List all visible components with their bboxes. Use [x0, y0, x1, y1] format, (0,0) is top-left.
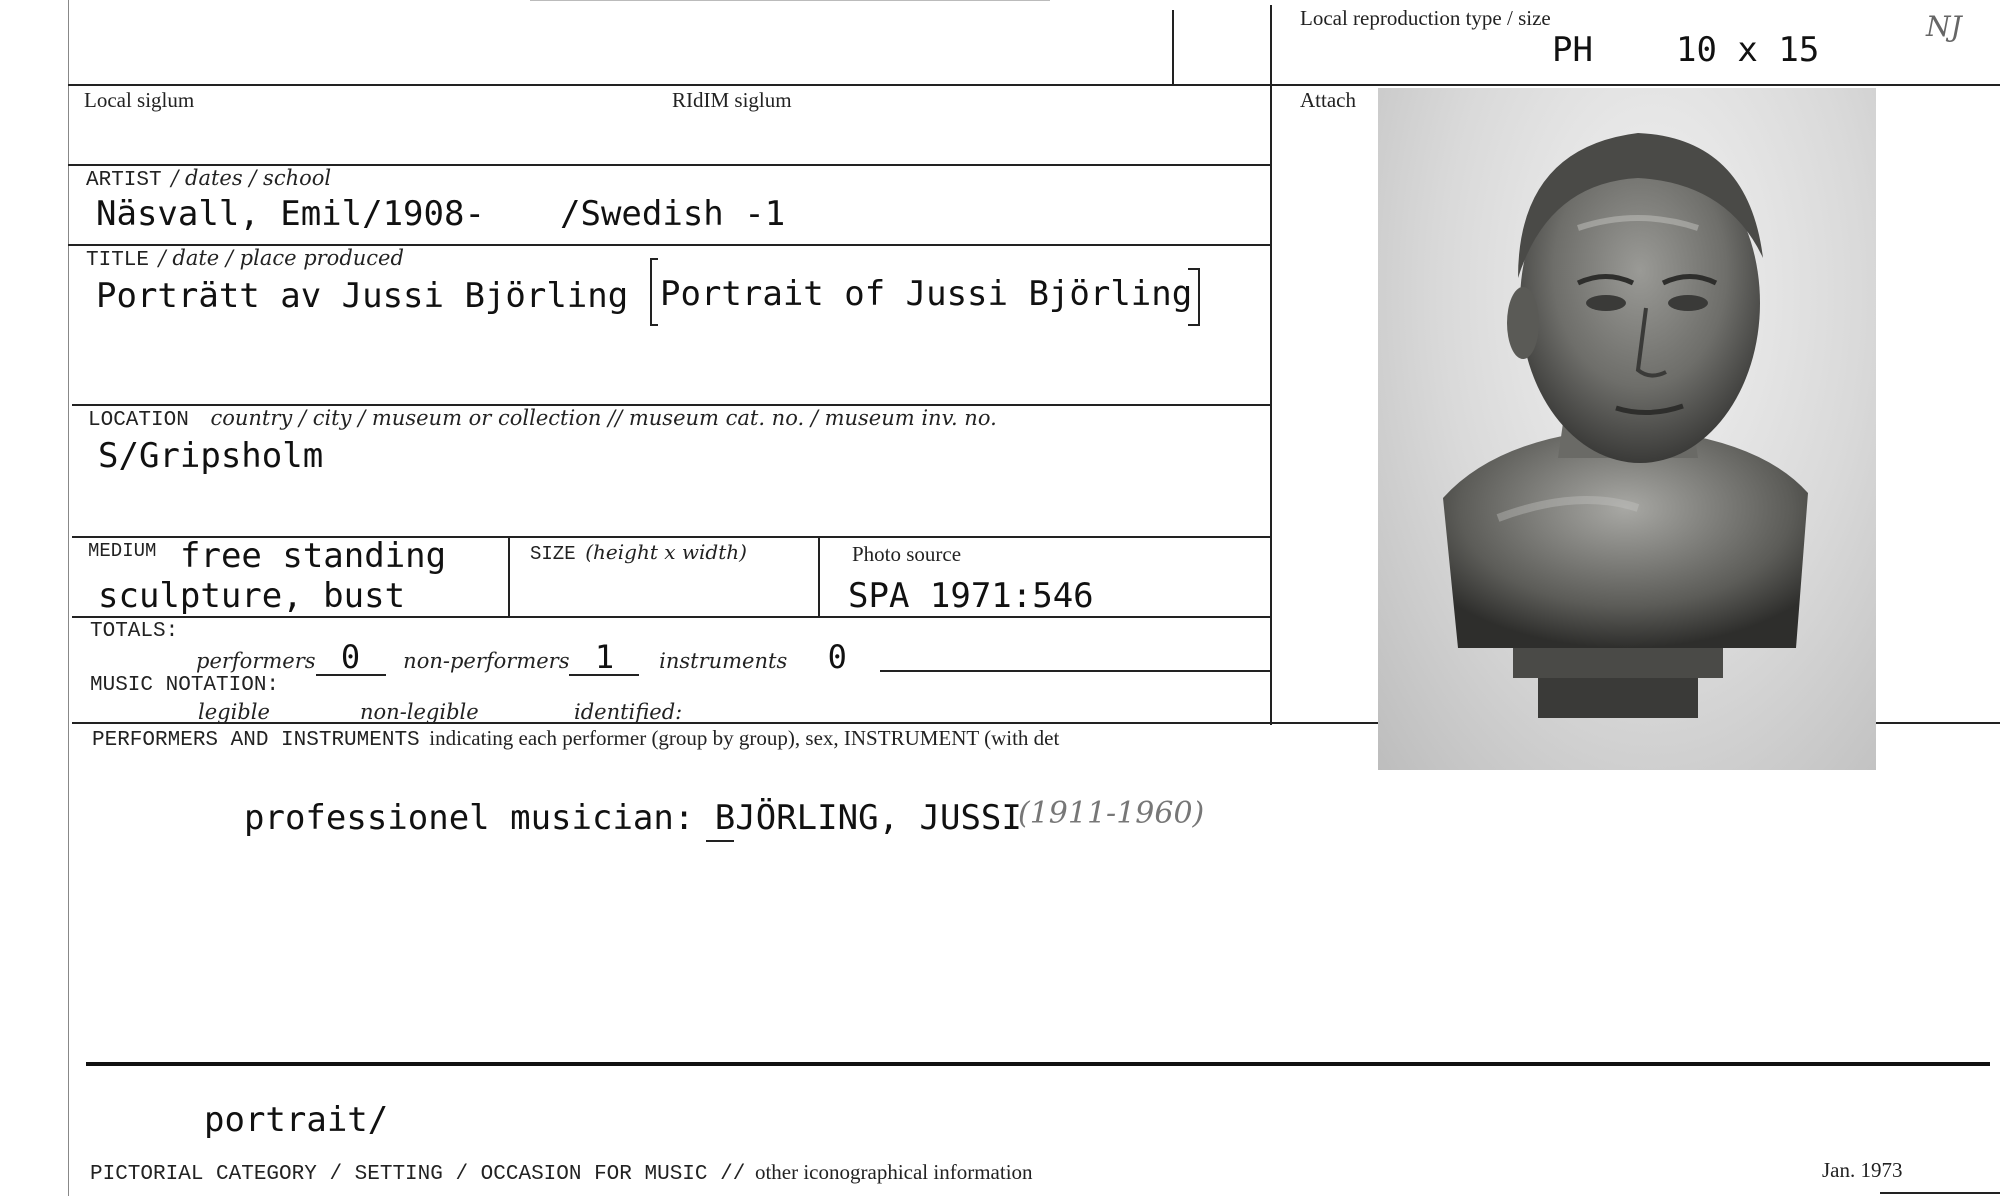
- instruments-label: instruments: [659, 649, 788, 673]
- location-label-main: LOCATION: [88, 409, 189, 432]
- performers-instruments-label: [92, 726, 1059, 752]
- performer-handwritten-dates: (1911-1960): [1018, 796, 1205, 831]
- pictorial-label-rest: other iconographical information: [754, 1160, 1033, 1184]
- divider-top-small: [1172, 10, 1174, 85]
- notation-non-legible: non-legible: [360, 700, 479, 724]
- repro-label: Local reproduction type / size: [1300, 6, 1551, 30]
- title-translation-bracket-right: [1188, 268, 1200, 326]
- medium-value-line2: sculpture, bust: [98, 576, 406, 616]
- attached-photo: [1378, 88, 1876, 770]
- artist-school: /Swedish -1: [560, 194, 786, 234]
- photo-source-label: Photo source: [852, 542, 962, 566]
- instruments-count: 0: [827, 638, 847, 676]
- top-rule: [530, 0, 1050, 1]
- non-performers-count: 1: [569, 640, 639, 676]
- ridim-siglum-label: RIdIM siglum: [672, 88, 792, 112]
- title-label: [86, 246, 404, 272]
- local-siglum-label: Local siglum: [84, 88, 195, 112]
- size-label-main: SIZE: [530, 543, 576, 565]
- location-label-italic: country / city / museum or collection // museum cat. no. / museum inv. no.: [210, 406, 997, 430]
- card-left-border: [68, 0, 69, 1196]
- rule-heavy-bottom: [86, 1062, 1990, 1066]
- artist-name-dates: Näsvall, Emil/1908-: [96, 194, 485, 234]
- title-label-italic: / date / place produced: [158, 246, 404, 270]
- performers-label: performers: [196, 649, 316, 673]
- pictorial-label-main: PICTORIAL CATEGORY / SETTING / OCCASION FOR MUSIC //: [90, 1163, 746, 1186]
- medium-label: MEDIUM: [88, 540, 157, 562]
- performers-count: 0: [316, 640, 386, 676]
- performers-label-rest: indicating each performer (group by group), sex, INSTRUMENT (with det: [429, 726, 1060, 750]
- non-performers-label: non-performers: [403, 649, 570, 673]
- size-label-italic: (height x width): [585, 540, 747, 564]
- title-label-main: TITLE: [86, 249, 150, 272]
- divider-medium-size: [508, 536, 510, 618]
- title-translation-bracketed: [650, 258, 658, 326]
- rule-footer-right: [1880, 1192, 2000, 1194]
- repro-type: PH: [1552, 30, 1593, 70]
- photo-source-value: SPA 1971:546: [848, 576, 1094, 616]
- size-label: [530, 540, 747, 565]
- performer-entry-underline: [706, 840, 734, 842]
- corner-mark: NJ: [1926, 10, 1962, 43]
- medium-value-line1: free standing: [180, 536, 447, 576]
- pictorial-value: portrait/: [204, 1100, 389, 1140]
- notation-identified: identified:: [574, 700, 683, 724]
- artist-label-main: ARTIST: [86, 169, 162, 192]
- location-value: S/Gripsholm: [98, 436, 324, 476]
- repro-size: 10 x 15: [1676, 30, 1820, 70]
- rule-below-medium: [72, 616, 1270, 618]
- attach-label: Attach: [1300, 88, 1356, 112]
- title-translation: Portrait of Jussi Björling: [660, 274, 1193, 314]
- divider-right-column: [1270, 5, 1272, 725]
- rule-totals: [880, 670, 1270, 672]
- rule-below-header: [68, 84, 2000, 86]
- title-original: Porträtt av Jussi Björling: [96, 276, 629, 316]
- performer-entry: professionel musician: BJÖRLING, JUSSI: [244, 798, 1022, 838]
- divider-size-photo: [818, 536, 820, 618]
- location-label: [88, 406, 997, 432]
- artist-label: [86, 166, 331, 192]
- artist-label-italic: / dates / school: [171, 166, 332, 190]
- music-notation-label: MUSIC NOTATION:: [90, 674, 280, 697]
- card-date: Jan. 1973: [1822, 1158, 1903, 1182]
- pictorial-label: [90, 1160, 1033, 1186]
- totals-row: [196, 640, 887, 676]
- sculpture-bust-photo-icon: [1378, 88, 1876, 770]
- totals-label: TOTALS:: [90, 620, 179, 643]
- notation-legible: legible: [198, 700, 270, 724]
- performers-label-main: PERFORMERS AND INSTRUMENTS: [92, 729, 420, 752]
